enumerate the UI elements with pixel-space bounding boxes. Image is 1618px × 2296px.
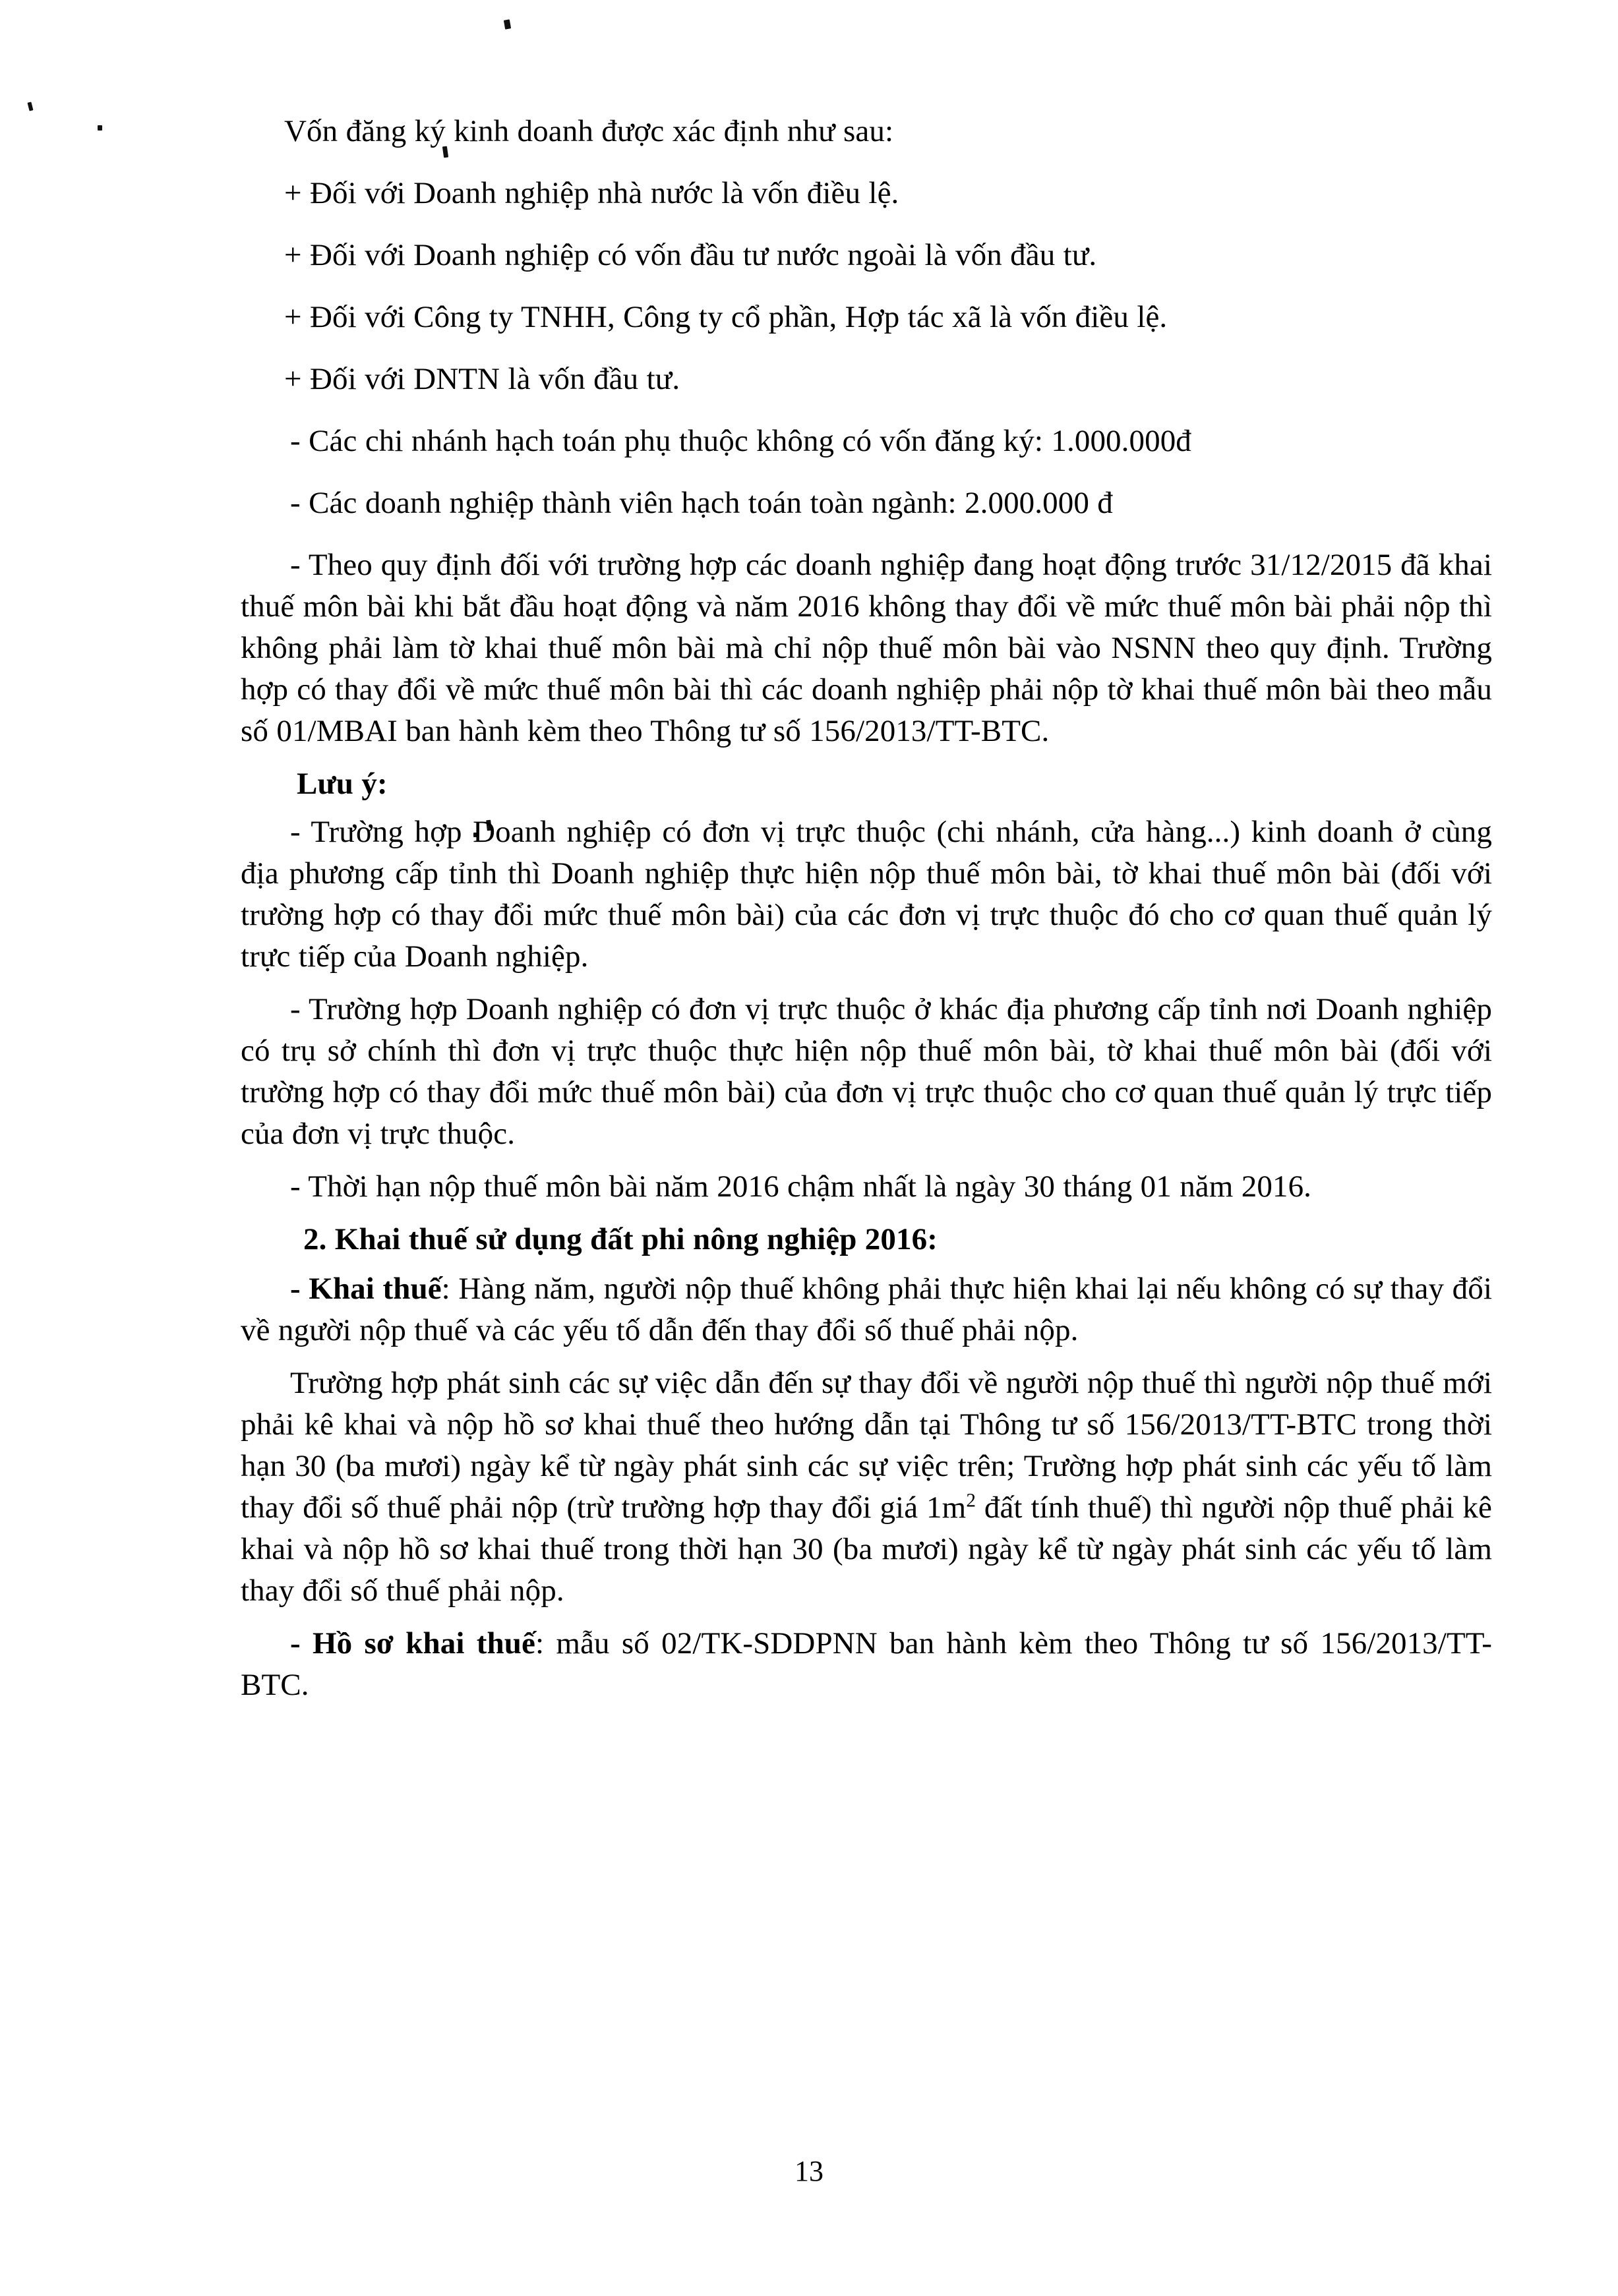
list-item-member-enterprise: - Các doanh nghiệp thành viên hạch toán toàn ngành: 2.000.000 đ bbox=[290, 486, 1113, 520]
paragraph-regulation-before-2015: - Theo quy định đối với trường hợp các doanh nghiệp đang hoạt động trước 31/12/2015 đã khai thuế môn bài khi bắt đầu hoạt động và năm 2016 không thay đổi về mức thuế môn bài phải nộp thì không phải làm tờ khai thuế môn bài mà chỉ nộp thuế môn bài vào NSNN theo quy định. Trường hợp có thay đổi về mức thuế môn bài thì các doanh nghiệp phải nộp tờ khai thuế môn bài theo mẫu số 01/MBAI ban hành kèm theo Thông tư số 156/2013/TT-BTC. bbox=[241, 548, 1492, 748]
paragraph-note-deadline: - Thời hạn nộp thuế môn bài năm 2016 chậm nhất là ngày 30 tháng 01 năm 2016. bbox=[290, 1169, 1312, 1204]
list-item-foreign-investment: + Đối với Doanh nghiệp có vốn đầu tư nước ngoài là vốn đầu tư. bbox=[284, 238, 1097, 272]
truong-hop-text-part-1: Trường hợp phát sinh các sự việc dẫn đến sự thay đổi về người nộp thuế thì người nộp thuế mới phải kê khai và nộp hồ sơ khai thuế theo hướng dẫn tại Thông tư số 156/2013/TT-BTC trong thời hạn 30 (ba mươi) ngày kể từ ngày phát sinh các sự việc trên; Trường hợp phát sinh các yếu tố làm thay đổi số thuế phải nộp (trừ trường hợp thay đổi giá 1m bbox=[241, 1366, 1492, 1525]
paragraph-note-different-province: - Trường hợp Doanh nghiệp có đơn vị trực thuộc ở khác địa phương cấp tỉnh nơi Doanh nghiệp có trụ sở chính thì đơn vị trực thuộc thực hiện nộp thuế môn bài, tờ khai thuế môn bài (đối với trường hợp có thay đổi mức thuế môn bài) của đơn vị trực thuộc cho cơ quan thuế quản lý trực tiếp của đơn vị trực thuộc. bbox=[241, 992, 1492, 1151]
paragraph-truong-hop-phat-sinh bbox=[241, 1363, 1492, 1612]
square-meter-superscript: 2 bbox=[966, 1490, 976, 1512]
paragraph-khai-thue bbox=[241, 1268, 1492, 1351]
note-heading: Lưu ý: bbox=[297, 767, 388, 801]
paragraph-lead: Vốn đăng ký kinh doanh được xác định như sau: bbox=[284, 114, 894, 148]
truong-hop-text-part-2: đất tính thuế) thì người nộp thuế phải kê khai và nộp hồ sơ khai thuế trong thời hạn 30 (ba mươi) ngày kể từ ngày phát sinh các yếu tố làm thay đổi số thuế phải nộp. bbox=[241, 1490, 1492, 1608]
section-2-heading: 2. Khai thuế sử dụng đất phi nông nghiệp 2016: bbox=[303, 1222, 938, 1256]
ho-so-body: : mẫu số 02/TK-SDDPNN ban hành kèm theo Thông tư số 156/2013/TT-BTC. bbox=[241, 1626, 1492, 1702]
document-body bbox=[241, 111, 1492, 1717]
khai-thue-body: : Hàng năm, người nộp thuế không phải thực hiện khai lại nếu không có sự thay đổi về người nộp thuế và các yếu tố dẫn đến thay đổi số thuế phải nộp. bbox=[241, 1272, 1492, 1347]
scan-artifact-speck bbox=[28, 102, 34, 111]
scan-artifact-speck bbox=[504, 19, 511, 29]
list-item-state-enterprise: + Đối với Doanh nghiệp nhà nước là vốn điều lệ. bbox=[284, 176, 899, 210]
list-item-branch-no-capital: - Các chi nhánh hạch toán phụ thuộc không có vốn đăng ký: 1.000.000đ bbox=[290, 424, 1191, 458]
ho-so-label: - Hồ sơ khai thuế bbox=[290, 1626, 536, 1661]
list-item-dntn: + Đối với DNTN là vốn đầu tư. bbox=[284, 362, 680, 396]
paragraph-note-same-province: - Trường hợp Doanh nghiệp có đơn vị trực thuộc (chi nhánh, cửa hàng...) kinh doanh ở cùng địa phương cấp tỉnh thì Doanh nghiệp thực hiện nộp thuế môn bài, tờ khai thuế môn bài (đối với trường hợp có thay đổi mức thuế môn bài) của các đơn vị trực thuộc đó cho cơ quan thuế quản lý trực tiếp của Doanh nghiệp. bbox=[241, 815, 1492, 974]
list-item-llc-jsc-coop: + Đối với Công ty TNHH, Công ty cổ phần, Hợp tác xã là vốn điều lệ. bbox=[284, 300, 1168, 334]
scan-artifact-speck bbox=[98, 125, 102, 131]
page-number: 13 bbox=[794, 2155, 824, 2187]
paragraph-ho-so-khai-thue bbox=[241, 1623, 1492, 1706]
khai-thue-label: - Khai thuế bbox=[290, 1272, 442, 1306]
